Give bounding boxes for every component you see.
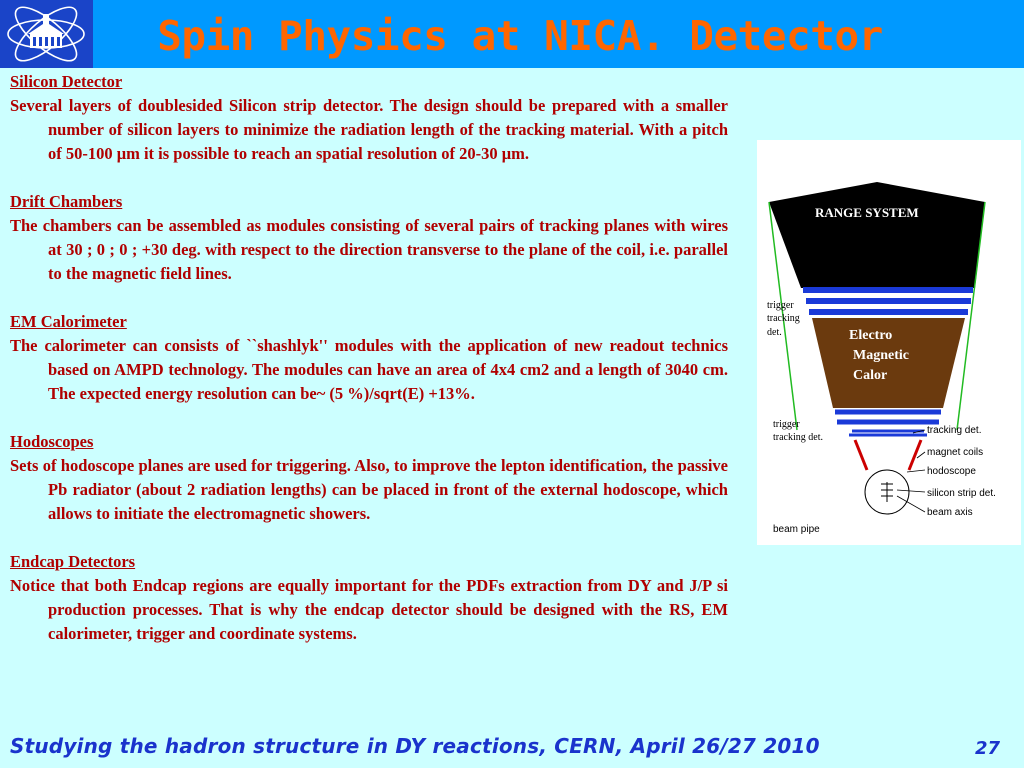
section-title: EM Calorimeter (10, 312, 127, 331)
em-calor-label-3: Calor (853, 368, 888, 383)
label-magnet-coils: magnet coils (927, 447, 984, 458)
section-title: Drift Chambers (10, 192, 123, 211)
footer-text: Studying the hadron structure in DY reactions, CERN, April 26/27 2010 (10, 734, 820, 758)
label-beam-pipe: beam pipe (773, 524, 820, 535)
section-endcap-detectors (10, 550, 728, 646)
institute-logo (0, 0, 93, 68)
section-em-calorimeter (10, 310, 728, 406)
em-calor-label-2: Magnetic (853, 348, 909, 363)
section-text: The calorimeter can consists of ``shashlyk'' modules with the application of new readout technics based on AMPD technology. The modules can have an area of 4x4 cm2 and a length of 3040 cm. The expected energy resolution can be~ (5 %)/sqrt(E) +13%. (10, 336, 728, 403)
section-drift-chambers (10, 190, 728, 286)
inner-tracking (849, 431, 927, 435)
trigger-upper-3: det. (767, 327, 782, 338)
page-number: 27 (974, 738, 1000, 759)
section-hodoscopes (10, 430, 728, 526)
label-hodoscope: hodoscope (927, 466, 976, 477)
detector-diagram (757, 140, 1021, 545)
content-body (10, 70, 728, 670)
section-text: The chambers can be assembled as modules consisting of several pairs of tracking planes with wires at 30 ; 0 ; 0 ; +30 deg. with respect to the direction transverse to the plane of the coil, i.e. parallel to the magnetic field lines. (10, 216, 728, 283)
lower-tracking-planes (835, 412, 941, 422)
em-calor-label-1: Electro (849, 328, 893, 343)
section-title: Hodoscopes (10, 432, 94, 451)
range-system-label: RANGE SYSTEM (815, 205, 919, 220)
section-silicon-detector (10, 70, 728, 166)
header-bar (0, 0, 1024, 68)
label-silicon-strip: silicon strip det. (927, 488, 996, 499)
label-tracking-det: tracking det. (927, 425, 982, 436)
section-title: Silicon Detector (10, 72, 123, 91)
trigger-lower-2: tracking det. (773, 432, 823, 443)
magnet-coils (855, 440, 921, 470)
slide-title: Spin Physics at NICA. Detector (157, 12, 883, 60)
range-system-block (769, 182, 985, 288)
trigger-lower-1: trigger (773, 419, 800, 430)
section-title: Endcap Detectors (10, 552, 136, 571)
section-text: Notice that both Endcap regions are equally important for the PDFs extraction from DY and J/P si production processes. That is why the endcap detector should be designed with the RS, EM calorimeter, trigger and coordinate systems. (10, 576, 728, 643)
section-text: Several layers of doublesided Silicon strip detector. The design should be prepared with a smaller number of silicon layers to minimize the radiation length of the tracking material. With a pitch of 50-100 μm it is possible to reach an spatial resolution of 20-30 μm. (10, 96, 728, 163)
trigger-upper-2: tracking (767, 313, 800, 324)
trigger-upper-1: trigger (767, 300, 794, 311)
upper-tracking-planes (803, 290, 973, 312)
section-text: Sets of hodoscope planes are used for triggering. Also, to improve the lepton identification, the passive Pb radiator (about 2 radiation lengths) can be placed in front of the external hodoscope, which allows to initiate the electromagnetic showers. (10, 456, 728, 523)
label-beam-axis: beam axis (927, 507, 973, 518)
